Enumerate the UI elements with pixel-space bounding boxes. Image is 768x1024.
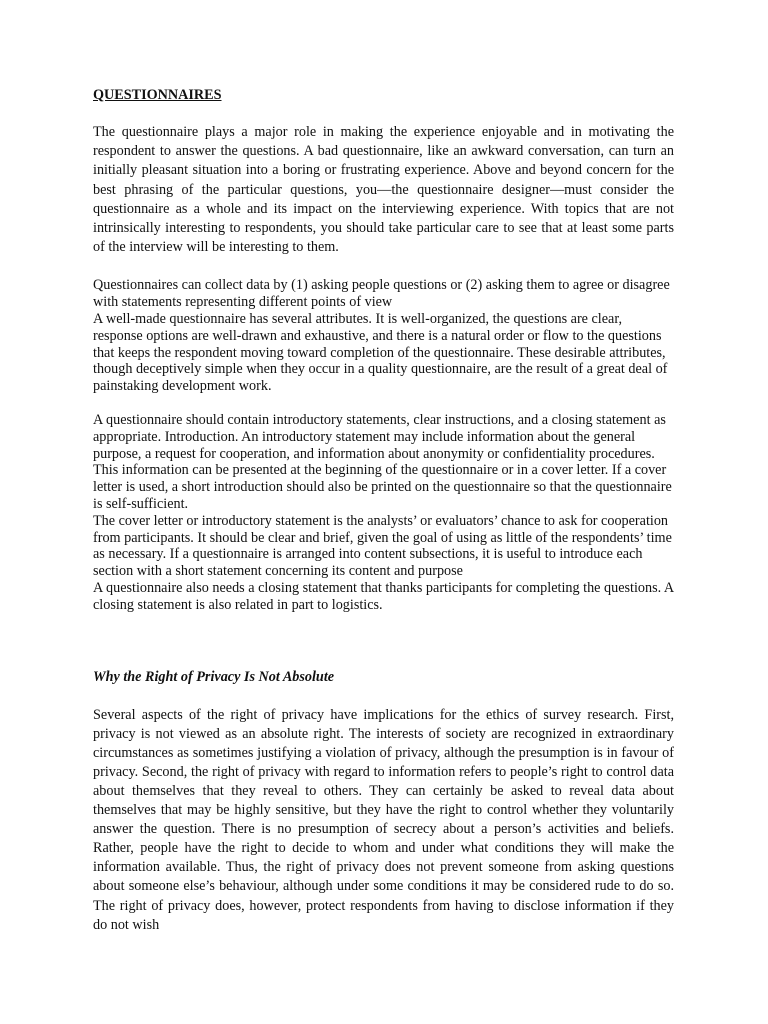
- privacy-paragraph: Several aspects of the right of privacy have implications for the ethics of survey research. First, privacy is not viewed as an absolute right. The interests of society are recognized in extraordinary circumstances as sometimes justifying a violation of privacy, although the presumption is in favour of privacy. Second, the right of privacy with regard to information refers to people’s right to control data about themselves that they reveal to others. They can certainly be asked to reveal data about themselves that may be highly sensitive, but they have the right to control whether they voluntarily answer the question. There is no presumption of secrecy about a person’s activities and beliefs. Rather, people have the right to decide to whom and under what conditions they will make the information available. Thus, the right of privacy does not prevent someone from asking questions about someone else’s behaviour, although under some conditions it may be considered rude to do so. The right of privacy does, however, protect respondents from having to disclose information if they do not wish: [93, 706, 674, 933]
- cover-letter-paragraph: The cover letter or introductory statement is the analysts’ or evaluators’ chance to ask for cooperation from participants. It should be clear and brief, given the goal of using as little of the respondents’ time as necessary. If a questionnaire is arranged into content subsections, it is useful to introduce each section with a short statement concerning its content and purpose: [93, 512, 672, 580]
- spacer: [93, 395, 674, 412]
- contain-paragraph: A questionnaire should contain introductory statements, clear instructions, and a closing statement as appropriate. Introduction. An introductory statement may include information about the general purpose, a request for cooperation, and information about anonymity or confidentiality procedures. This information can be presented at the beginning of the questionnaire or in a cover letter. If a cover letter is used, a short introduction should also be printed on the questionnaire so that the questionnaire is self-sufficient.: [93, 412, 672, 512]
- spacer: [93, 614, 674, 668]
- attributes-paragraph: A well-made questionnaire has several attributes. It is well-organized, the questions are clear, response options are well-drawn and exhaustive, and there is a natural order or flow to the questions that keeps the respondent moving toward completion of the questionnaire. These desirable attributes, though deceptively simple when they occur in a quality questionnaire, are the result of a great deal of painstaking development work.: [93, 311, 668, 395]
- privacy-heading: Why the Right of Privacy Is Not Absolute: [93, 668, 335, 685]
- section-heading: QUESTIONNAIRES: [93, 87, 222, 103]
- spacer: [93, 257, 674, 277]
- closing-paragraph: A questionnaire also needs a closing statement that thanks participants for completing the questions. A closing statement is also related in part to logistics.: [93, 579, 674, 613]
- intro-paragraph: The questionnaire plays a major role in making the experience enjoyable and in motivating the respondent to answer the questions. A bad questionnaire, like an awkward conversation, can turn an initially pleasant situation into a boring or frustrating experience. Above and beyond concern for the best phrasing of the particular questions, you—the questionnaire designer—must consider the questionnaire as a whole and its impact on the interviewing experience. With topics that are not intrinsically interesting to respondents, you should take particular care to see that at least some parts of the interview will be interesting to them.: [93, 124, 674, 256]
- collect-data-line: Questionnaires can collect data by (1) asking people questions or (2) asking them to agree or disagree with statements representing different points of view: [93, 277, 670, 311]
- document-page: [93, 86, 674, 935]
